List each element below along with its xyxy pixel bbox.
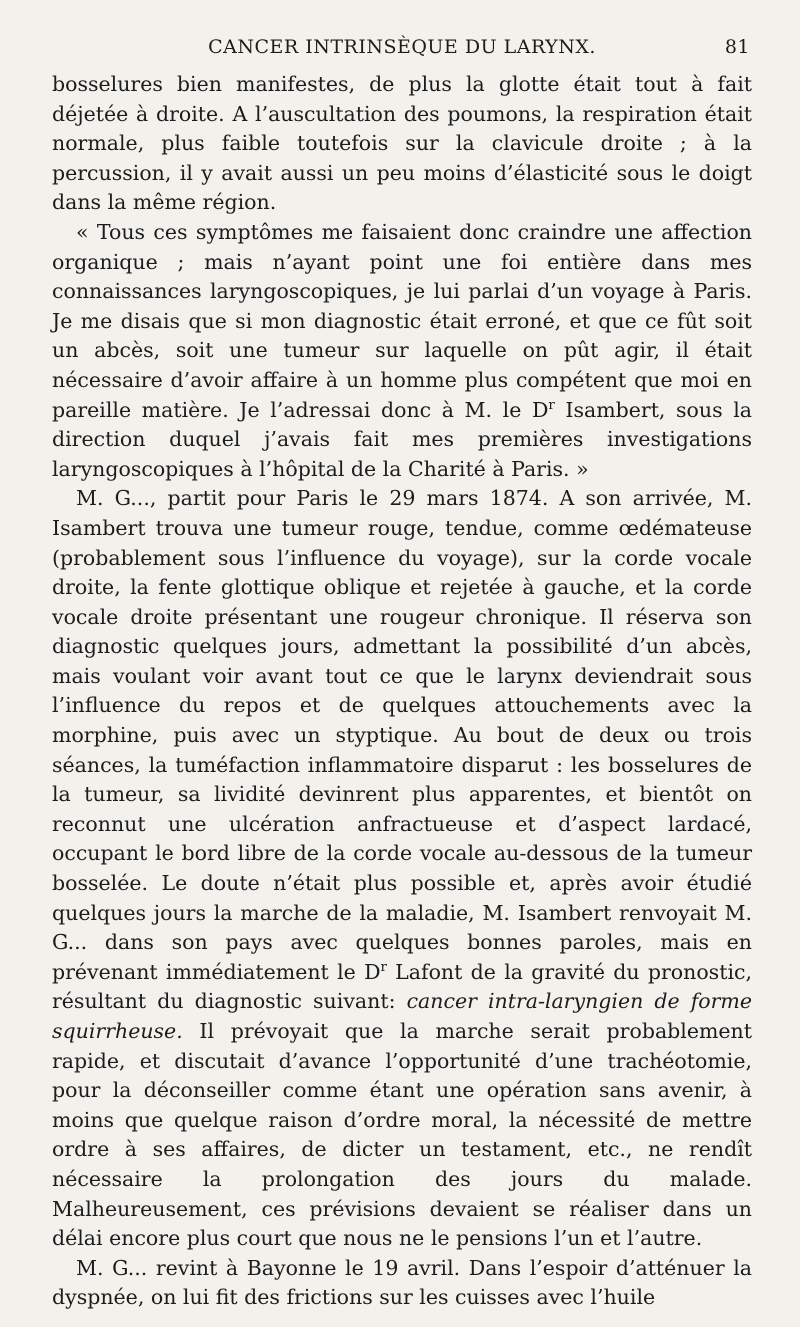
paragraph-2-text: « Tous ces symptômes me faisaient donc craindre une affection organique ; mais n’ayant point une foi entière dans mes connaissances laryngoscopiques, je lui parlai d’un voyage à Paris. Je me disais que si mon diagnostic était erroné, et que ce fût soit un abcès, soit une tumeur sur laquelle on pût agir, il était nécessaire d’avoir affaire à un homme plus compétent que moi en pareille matière. Je l’adressai donc à M. le D [52,219,752,422]
paragraph-2 [52,218,752,484]
paragraph-3-text-end: Il prévoyait que la marche serait probablement rapide, et discutait d’avance l’opportunité d’une trachéotomie, pour la déconseiller comme étant une opération sans avenir, à moins que quelque raison d’ordre moral, la nécessité de mettre ordre à ses affaires, de dicter un testament, etc., ne rendît nécessaire la prolongation des jours du malade. Malheureusement, ces prévisions devaient se réaliser dans un délai encore plus court que nous ne le pensions l’un et l’autre. [52,1019,752,1251]
paragraph-3-text: M. G..., partit pour Paris le 29 mars 1874. A son arrivée, M. Isambert trouva une tumeur rouge, tendue, comme œdémateuse (probablement sous l’influence du voyage), sur la corde vocale droite, la fente glottique oblique et rejetée à gauche, et la corde vocale droite présentant une rougeur chronique. Il réserva son diagnostic quelques jours, admettant la possibilité d’un abcès, mais voulant voir avant tout ce que le larynx deviendrait sous l’influence du repos et de quelques attouchements avec la morphine, puis avec un styptique. Au bout de deux ou trois séances, la tuméfaction inflammatoire disparut : les bosselures de la tumeur, sa lividité devinrent plus apparentes, et bientôt on reconnut une ulcération anfractueuse et d’aspect lardacé, occupant le bord libre de la corde vocale au-dessous de la tumeur bosselée. Le doute n’était plus possible et, après avoir étudié quelques jours la marche de la maladie, M. Isambert renvoyait M. G... dans son pays avec quelques bonnes paroles, mais en prévenant immédiatement le D [52,486,752,984]
body-text [52,70,752,1313]
paragraph-1 [52,70,752,218]
doctor-superscript: r [380,959,387,975]
paragraph-4-text: M. G... revint à Bayonne le 19 avril. Dans l’espoir d’atténuer la dyspnée, on lui fit des frictions sur les cuisses avec l’huile [52,1255,752,1310]
running-header [52,30,752,70]
diagnosis-italic: cancer intra-laryngien de forme squirrheuse. [52,989,752,1043]
doctor-superscript: r [548,397,555,413]
paragraph-4 [52,1254,752,1313]
paragraph-3 [52,484,752,1253]
paragraph-3-text-after: Lafont de la gravité du pronostic, résultant du diagnostic suivant: [52,959,752,1014]
paragraph-1-text: bosselures bien manifestes, de plus la glotte était tout à fait déjetée à droite. A l’auscultation des poumons, la respiration était normale, plus faible toutefois sur la clavicule droite ; à la percussion, il y avait aussi un peu moins d’élasticité sous le doigt dans la même région. [52,72,752,215]
page-number: 81 [724,36,750,58]
running-title: CANCER INTRINSÈQUE DU LARYNX. [208,36,596,58]
paragraph-2-text-after: Isambert, sous la direction duquel j’avais fait mes premières investigations laryngoscopiques à l’hôpital de la Charité à Paris. » [52,397,752,481]
